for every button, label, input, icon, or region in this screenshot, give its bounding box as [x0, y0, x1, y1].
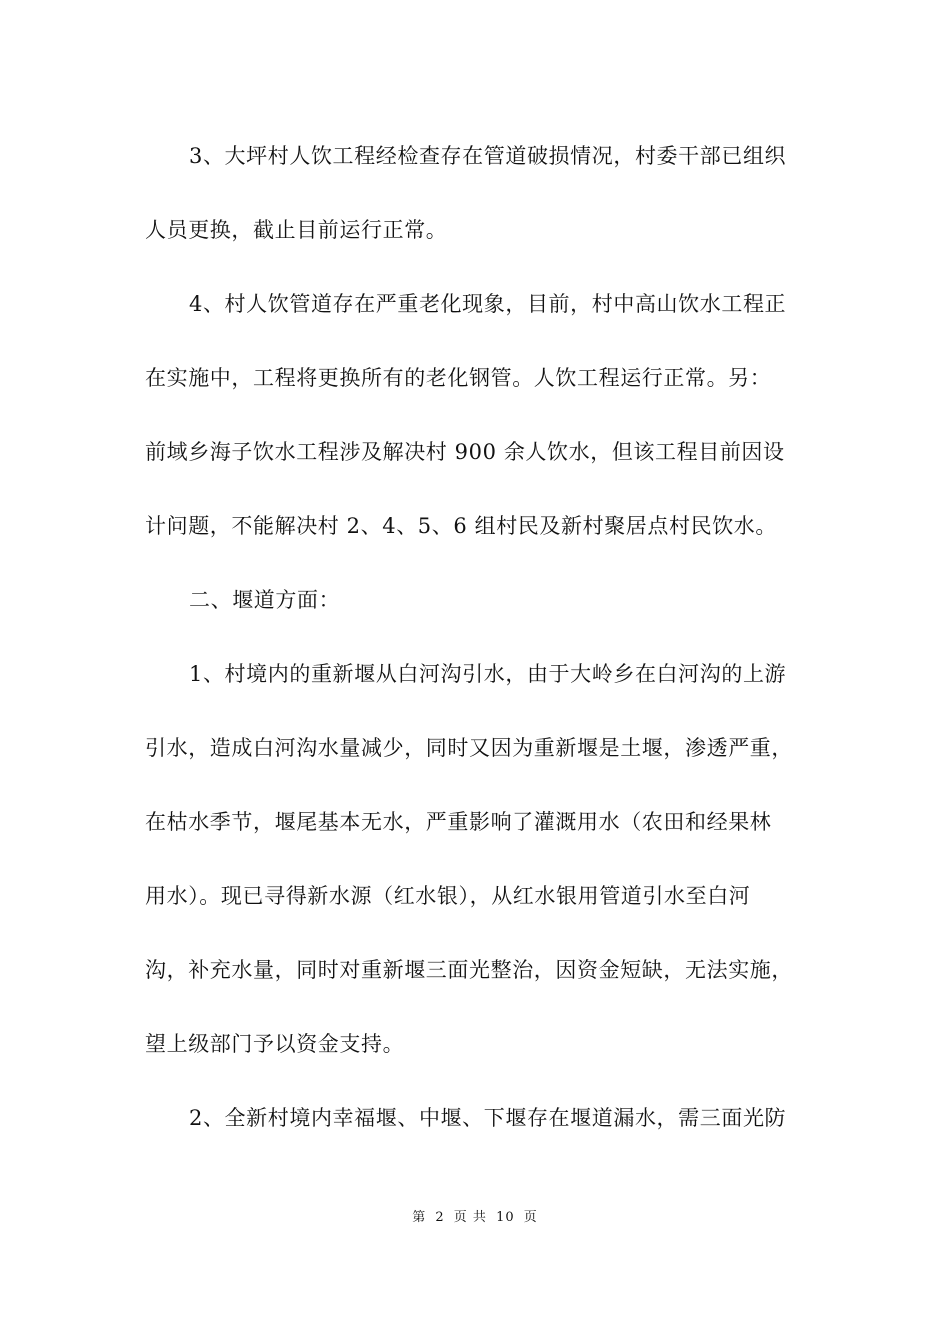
paragraph-line: 在实施中，工程将更换所有的老化钢管。人饮工程运行正常。另：	[145, 366, 772, 390]
paragraph-line: 计问题，不能解决村 2、4、5、6 组村民及新村聚居点村民饮水。	[145, 514, 777, 538]
footer-prefix: 第	[412, 1210, 427, 1225]
section-heading: 二、堰道方面：	[189, 588, 341, 612]
footer-suffix: 页	[523, 1210, 538, 1225]
paragraph-line: 人员更换，截止目前运行正常。	[145, 218, 448, 242]
paragraph-line: 引水，造成白河沟水量减少，同时又因为重新堰是土堰，渗透严重，	[145, 736, 793, 760]
footer-total-pages: 10	[496, 1210, 515, 1225]
footer-page-number: 2	[435, 1210, 445, 1225]
footer-middle: 页 共	[453, 1210, 487, 1225]
paragraph-line: 在枯水季节，堰尾基本无水，严重影响了灌溉用水（农田和经果林	[145, 810, 772, 834]
paragraph-line: 4、村人饮管道存在严重老化现象，目前，村中高山饮水工程正	[189, 292, 787, 316]
page-footer	[0, 1209, 950, 1227]
paragraph-line: 1、村境内的重新堰从白河沟引水，由于大岭乡在白河沟的上游	[189, 662, 787, 686]
paragraph-line: 前域乡海子饮水工程涉及解决村 900 余人饮水，但该工程目前因设	[145, 440, 785, 464]
paragraph-line: 2、全新村境内幸福堰、中堰、下堰存在堰道漏水，需三面光防	[189, 1106, 787, 1130]
paragraph-line: 望上级部门予以资金支持。	[145, 1032, 405, 1056]
paragraph-line: 用水）。现已寻得新水源（红水银），从红水银用管道引水至白河	[145, 884, 751, 908]
paragraph-line: 3、大坪村人饮工程经检查存在管道破损情况，村委干部已组织	[189, 144, 787, 168]
paragraph-line: 沟，补充水量，同时对重新堰三面光整治，因资金短缺，无法实施，	[145, 958, 793, 982]
